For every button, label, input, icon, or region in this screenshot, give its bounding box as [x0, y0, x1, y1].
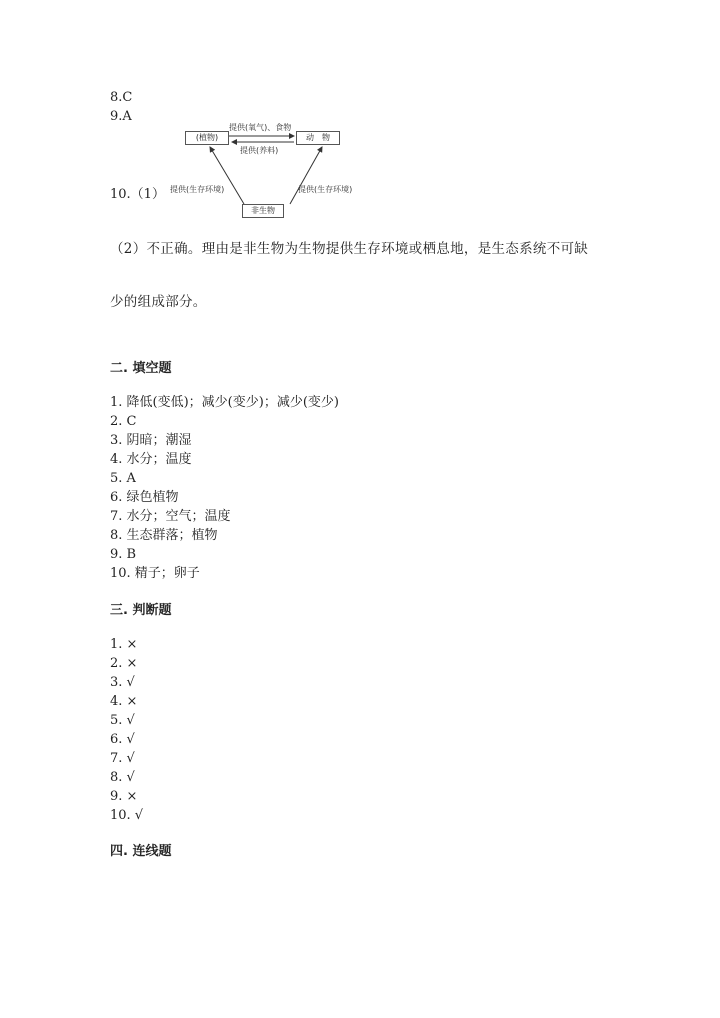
node-animal: 动 物: [296, 131, 340, 145]
edge-label-top: 提供(氧气)、食物: [229, 123, 292, 132]
edge-label-bottom: 提供(养料): [240, 146, 279, 155]
section-title-fill-blank: 二. 填空题: [110, 361, 172, 376]
list-item: 8. √: [110, 770, 135, 785]
section-title-true-false: 三. 判断题: [110, 603, 172, 618]
list-item: 6. 绿色植物: [110, 490, 179, 505]
answer-9: 9.A: [110, 109, 132, 124]
list-item: 9. ×: [110, 789, 138, 804]
list-item: 5. A: [110, 471, 136, 486]
list-item: 4. ×: [110, 694, 138, 709]
list-item: 3. √: [110, 675, 135, 690]
list-item: 1. 降低(变低)；减少(变少)；减少(变少): [110, 395, 339, 410]
section-title-matching: 四. 连线题: [110, 844, 172, 859]
node-nonliving: 非生物: [242, 204, 284, 218]
list-item: 7. 水分；空气；温度: [110, 509, 231, 524]
list-item: 7. √: [110, 751, 135, 766]
list-item: 2. ×: [110, 656, 138, 671]
list-item: 3. 阴暗；潮湿: [110, 433, 192, 448]
edge-label-left: 提供(生存环境): [170, 185, 225, 194]
answer-10-part2-line2: 少的组成部分。: [110, 294, 207, 310]
edge-label-right: 提供(生存环境): [298, 185, 353, 194]
arrow-nonliving-to-plant: [210, 147, 244, 204]
list-item: 6. √: [110, 732, 135, 747]
list-item: 2. C: [110, 414, 137, 429]
list-item: 5. √: [110, 713, 135, 728]
list-item: 10. √: [110, 808, 144, 823]
list-item: 9. B: [110, 547, 137, 562]
answer-10-label: 10.（1）: [110, 187, 165, 202]
list-item: 10. 精子；卵子: [110, 566, 200, 581]
list-item: 1. ×: [110, 637, 138, 652]
answer-10-part2-line1: （2）不正确。理由是非生物为生物提供生存环境或栖息地，是生态系统不可缺: [110, 241, 589, 257]
arrow-nonliving-to-animal: [290, 147, 322, 204]
node-plant: (植物): [185, 131, 229, 145]
list-item: 8. 生态群落；植物: [110, 528, 218, 543]
answer-8: 8.C: [110, 90, 133, 105]
list-item: 4. 水分；温度: [110, 452, 192, 467]
